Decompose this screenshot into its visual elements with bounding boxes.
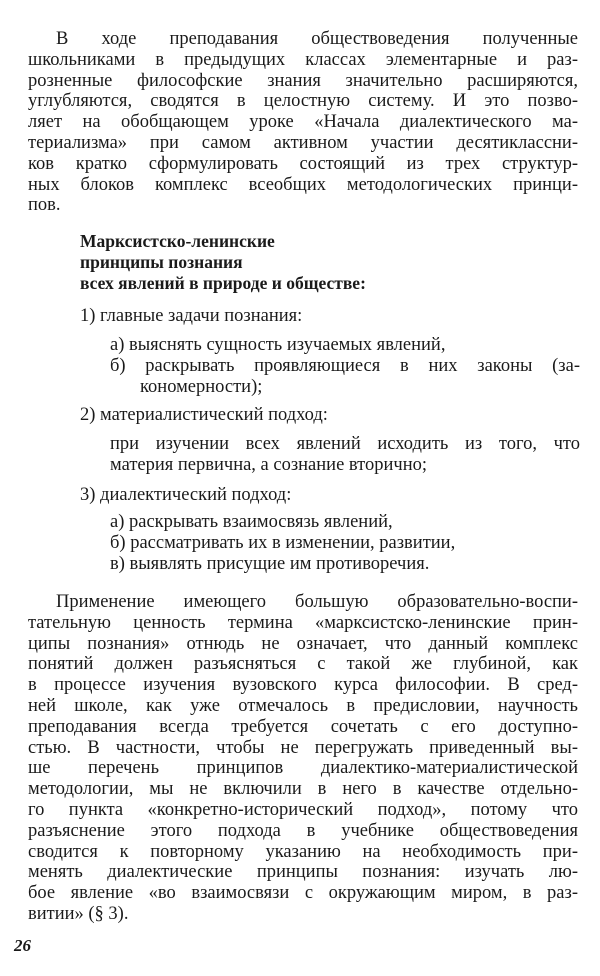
main-paragraph (28, 592, 578, 925)
list-item: материя первична, а сознание вторично; (110, 454, 428, 475)
section-title: 2) материалистический подход: (80, 405, 328, 425)
heading-line: всех явлений в природе и обществе: (80, 273, 366, 293)
text-line: понятий должен разъясняться с такой же глубиной, как (28, 654, 578, 675)
text-line: витии» (§ 3). (28, 903, 129, 924)
text-line: сводится к повторному указанию на необходимость при- (28, 841, 578, 862)
text-line: В ходе преподавания обществоведения полученные (56, 29, 578, 49)
text-line: ципы познания» отнюдь не означает, что данный комплекс (28, 633, 578, 654)
text-line: Применение имеющего большую образовательно-воспи- (56, 592, 578, 612)
section-items (110, 434, 580, 476)
text-line: преподавания всегда требуется сочетать с его доступно- (28, 716, 578, 737)
text-line: стью. В частности, чтобы не перегружать приведенный вы- (28, 737, 578, 758)
text-line: школьниками в предыдущих классах элементарные и раз- (28, 49, 578, 70)
text-line: тательную ценность термина «марксистско-ленинские прин- (28, 612, 578, 633)
section-items (110, 335, 580, 397)
heading-line: принципы познания (80, 252, 243, 272)
list-item: б) раскрывать проявляющиеся в них законы (за- (110, 355, 580, 376)
list-item: кономерности); (140, 376, 263, 397)
principles-heading (80, 231, 580, 294)
section-title: 3) диалектический подход: (80, 485, 292, 505)
text-line: менять диалектические принципы познания: изучать лю- (28, 862, 578, 883)
list-item: а) раскрывать взаимосвязь явлений, (110, 512, 393, 532)
text-line: ше перечень принципов диалектико-материалистической (28, 758, 578, 779)
text-line: в процессе изучения вузовского курса философии. В сред- (28, 675, 578, 696)
text-line: разъяснение этого подхода в учебнике обществоведения (28, 820, 578, 841)
text-line: ней школе, как уже отмечалось в предисловии, научность (28, 695, 578, 716)
text-line: розненные философские знания значительно расширяются, (28, 70, 578, 91)
text-line: ных блоков комплекс всеобщих методологических принци- (28, 174, 578, 195)
list-item: б) рассматривать их в изменении, развитии, (110, 532, 456, 553)
list-item: а) выяснять сущность изучаемых явлений, (110, 335, 446, 355)
heading-line: Марксистско-ленинские (80, 231, 275, 251)
text-line: пов. (28, 195, 61, 216)
section-title: 1) главные задачи познания: (80, 306, 303, 326)
intro-paragraph (28, 29, 578, 216)
text-line: ляет на обобщающем уроке «Начала диалектического ма- (28, 112, 578, 133)
text-line: углубляются, сводятся в целостную систему. И это позво- (28, 91, 578, 112)
text-line: го пункта «конкретно-исторический подход», потому что (28, 799, 578, 820)
page-number: 26 (14, 936, 31, 955)
text-line: териализма» при самом активном участии десятиклассни- (28, 132, 578, 153)
text-line: бое явление «во взаимосвязи с окружающим миром, в раз- (28, 883, 578, 904)
text-line: ков кратко сформулировать состоящий из трех структур- (28, 153, 578, 174)
section-items (110, 512, 580, 574)
list-item: при изучении всех явлений исходить из того, что (110, 434, 580, 454)
text-line: методологии, мы не включили в него в качестве отдельно- (28, 779, 578, 800)
list-item: в) выявлять присущие им противоречия. (110, 553, 430, 574)
